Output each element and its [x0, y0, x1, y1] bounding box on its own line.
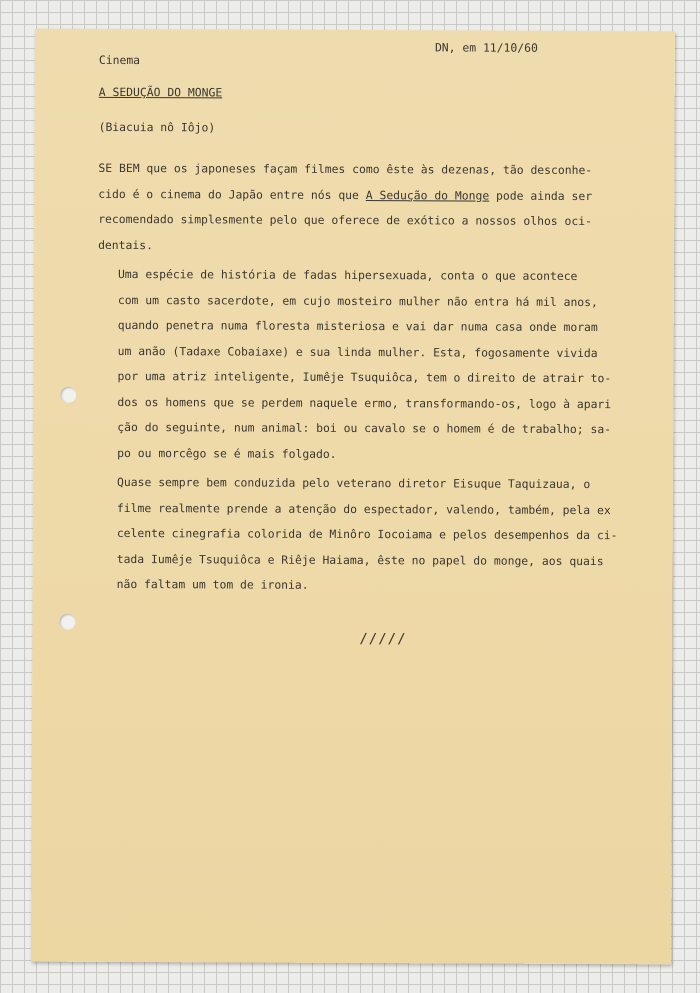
punch-hole-bottom — [59, 614, 75, 630]
text-line: recomendado simplesmente pelo que oferece de exótico a nossos olhos oci- — [98, 211, 593, 229]
text-line: por uma atriz inteligente, Iumêje Tsuquiôca, tem o direito de atrair to- — [117, 368, 612, 386]
text-line: filme realmente prende a atenção do espectador, valendo, também, pela ex — [116, 500, 611, 517]
text-line-with-title: cido é o cinema do Japão entre nós que A Sedução do Monge pode ainda ser — [98, 186, 593, 203]
text-line: po ou morcêgo se é mais folgado. — [117, 445, 337, 461]
text-line: Quase sempre bem conduzida pelo veterano diretor Eisuque Taquizaua, o — [117, 474, 591, 492]
text-line: SE BEM que os japoneses façam filmes como êste às dezenas, tão desconhe- — [98, 160, 593, 178]
paragraph-1 — [98, 156, 658, 260]
text-line: não faltam um tom de ironia. — [116, 576, 309, 592]
section-label: Cinema — [98, 52, 141, 68]
text-line: celente cinegrafia colorida de Minôro Iocoiama e pelos desempenhos da ci- — [116, 525, 618, 543]
underlined-film-title: A Sedução do Monge — [365, 187, 490, 203]
text-line: um anão (Tadaxe Cobaiaxe) e sua linda mulher. Esta, fogosamente vivida — [117, 343, 598, 360]
text-line: tada Iumêje Tsuquiôca e Riêje Haiama, êste no papel do monge, aos quais — [116, 551, 604, 568]
end-mark: ///// — [359, 631, 407, 648]
text-line: ção do seguinte, num animal: boi ou cavalo se o homem é de trabalho; sa- — [117, 419, 612, 437]
paragraph-2 — [97, 262, 658, 468]
text-line: dentais. — [98, 237, 154, 252]
original-title: (Biacuia nô Iôjo) — [98, 119, 216, 135]
punch-hole-top — [60, 387, 76, 403]
text-line: quando penetra numa floresta misteriosa e vai dar numa casa onde moram — [117, 317, 598, 335]
typewritten-page — [31, 29, 675, 965]
text-line: dos os homens que se perdem naquele ermo, transformando-os, logo à apari — [117, 394, 612, 411]
paragraph-3 — [97, 470, 658, 600]
date-line: DN, em 11/10/60 — [434, 40, 538, 55]
article-body — [97, 156, 659, 604]
text-line: Uma espécie de história de fadas hipersexuada, conta o que acontece — [117, 266, 578, 283]
article-title: A SEDUÇÃO DO MONGE — [98, 84, 223, 100]
text-line: com um casto sacerdote, em cujo mosteiro mulher não entra há mil anos, — [117, 292, 598, 309]
